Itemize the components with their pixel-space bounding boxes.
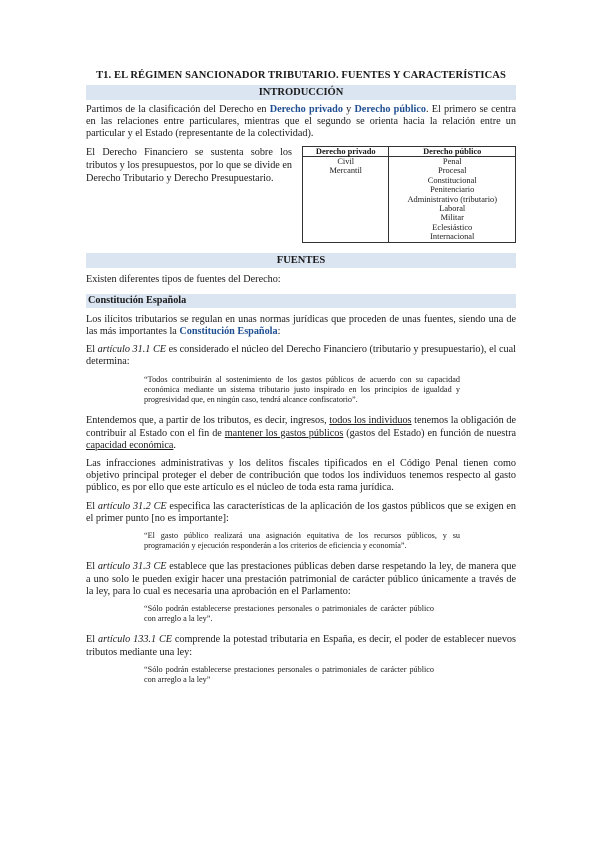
table-cell: Mercantil <box>329 166 363 176</box>
section-heading-introduccion: INTRODUCCIÓN <box>86 85 516 100</box>
intro-paragraph: Partimos de la clasificación del Derecho en Derecho privado y Derecho público. El primero se centra en las relaciones entre particulares, mientras que el segundo se orienta hacia la relación entre un particular y el Estado (representante de la colectividad). <box>86 104 517 140</box>
table-cell: Constitucional <box>427 175 477 185</box>
subsection-heading-constitucion: Constitución Española <box>86 294 516 308</box>
quote-articulo-31-2: “El gasto público realizará una asignación equitativa de los recursos públicos, y su programación y ejecución responderán a los criterios de eficiencia y economía”. <box>144 530 460 551</box>
quote-articulo-31-1: “Todos contribuirán al sostenimiento de los gastos públicos de acuerdo con su capacidad económica mediante un sistema tributario justo inspirado en los principios de igualdad y progresividad que, en ningún caso, tendrá alcance confiscatorio”. <box>144 374 460 405</box>
document-page <box>86 70 516 685</box>
table-cell: Penitenciario <box>430 185 475 195</box>
table-header-private: Derecho privado <box>303 146 389 156</box>
infracciones-paragraph: Las infracciones administrativas y los delitos fiscales tipificados en el Código Penal tienen como objetivo principal proteger el deber de contribución que todos los individuos tenemos respecto al gasto público, es por ello que este artículo es el núcleo de toda esta rama jurídica. <box>86 457 516 494</box>
table-cell: Militar <box>440 213 464 223</box>
table-cell: Penal <box>442 157 462 167</box>
table-cell: Eclesiástico <box>432 222 473 232</box>
quote-articulo-31-3: “Sólo podrán establecerse prestaciones personales o patrimoniales de carácter público con arreglo a la ley”. <box>144 603 434 624</box>
articulo-31-1-paragraph: El artículo 31.1 CE es considerado el núcleo del Derecho Financiero (tributario y presupuestario), el cual determina: <box>86 344 516 368</box>
table-header-public: Derecho público <box>389 146 516 156</box>
section-heading-fuentes: FUENTES <box>86 253 516 268</box>
quote-articulo-133-1: “Sólo podrán establecerse prestaciones personales o patrimoniales de carácter público con arreglo a la ley” <box>144 664 434 684</box>
derecho-publico-link[interactable]: Derecho público <box>354 104 426 115</box>
underlined-text: capacidad económica <box>86 439 174 451</box>
entendemos-paragraph: Entendemos que, a partir de los tributos, es decir, ingresos, todos los individuos tenemos la obligación de contribuir al Estado con el fin de mantener los gastos públicos (gastos del Estado) en función de nuestra capacidad económica. <box>86 415 517 451</box>
underlined-text: todos los individuos <box>329 415 412 427</box>
document-title: T1. EL RÉGIMEN SANCIONADOR TRIBUTARIO. FUENTES Y CARACTERÍSTICAS <box>96 70 506 81</box>
derecho-financiero-paragraph: El Derecho Financiero se sustenta sobre los tributos y los presupuestos, por lo que se divide en Derecho Tributario y Derecho Presupuestario. <box>86 146 292 184</box>
fuentes-intro-paragraph: Existen diferentes tipos de fuentes del Derecho: <box>86 273 281 285</box>
derecho-privado-link[interactable]: Derecho privado <box>269 104 343 115</box>
ilicitos-paragraph: Los ilícitos tributarios se regulan en unas normas jurídicas que proceden de unas fuentes, siendo una de las más importantes la Constitución Española: <box>86 313 516 338</box>
article-reference: artículo 133.1 CE <box>97 634 172 646</box>
underlined-text: mantener los gastos públicos <box>224 427 344 439</box>
articulo-31-3-paragraph: El artículo 31.3 CE establece que las prestaciones públicas deben darse respetando la ley, de manera que a uno solo le pueden exigir hacer una prestación patrimonial de carácter público únicamente a través de la ley, para lo cual es necesaria una aprobación en el Parlamento: <box>86 561 516 597</box>
table-cell: Civil <box>337 157 355 167</box>
classification-table <box>302 146 516 243</box>
constitucion-link[interactable]: Constitución Española <box>179 326 278 338</box>
table-cell: Procesal <box>438 166 467 176</box>
article-reference: artículo 31.3 CE <box>97 561 167 573</box>
public-column <box>389 157 516 243</box>
table-cell: Internacional <box>430 232 475 242</box>
intro-row <box>86 146 516 243</box>
articulo-31-2-paragraph: El artículo 31.2 CE especifica las características de la aplicación de los gastos públicos que se exigen en el primer punto [no es importante]: <box>86 500 516 524</box>
private-column <box>303 157 389 243</box>
table-cell: Laboral <box>439 204 466 214</box>
articulo-133-1-paragraph: El artículo 133.1 CE comprende la potestad tributaria en España, es decir, el poder de establecer nuevos tributos mediante una ley: <box>86 634 516 658</box>
article-reference: artículo 31.2 CE <box>97 500 167 512</box>
table-cell: Administrativo (tributario) <box>407 194 498 204</box>
article-reference: artículo 31.1 CE <box>97 344 166 356</box>
